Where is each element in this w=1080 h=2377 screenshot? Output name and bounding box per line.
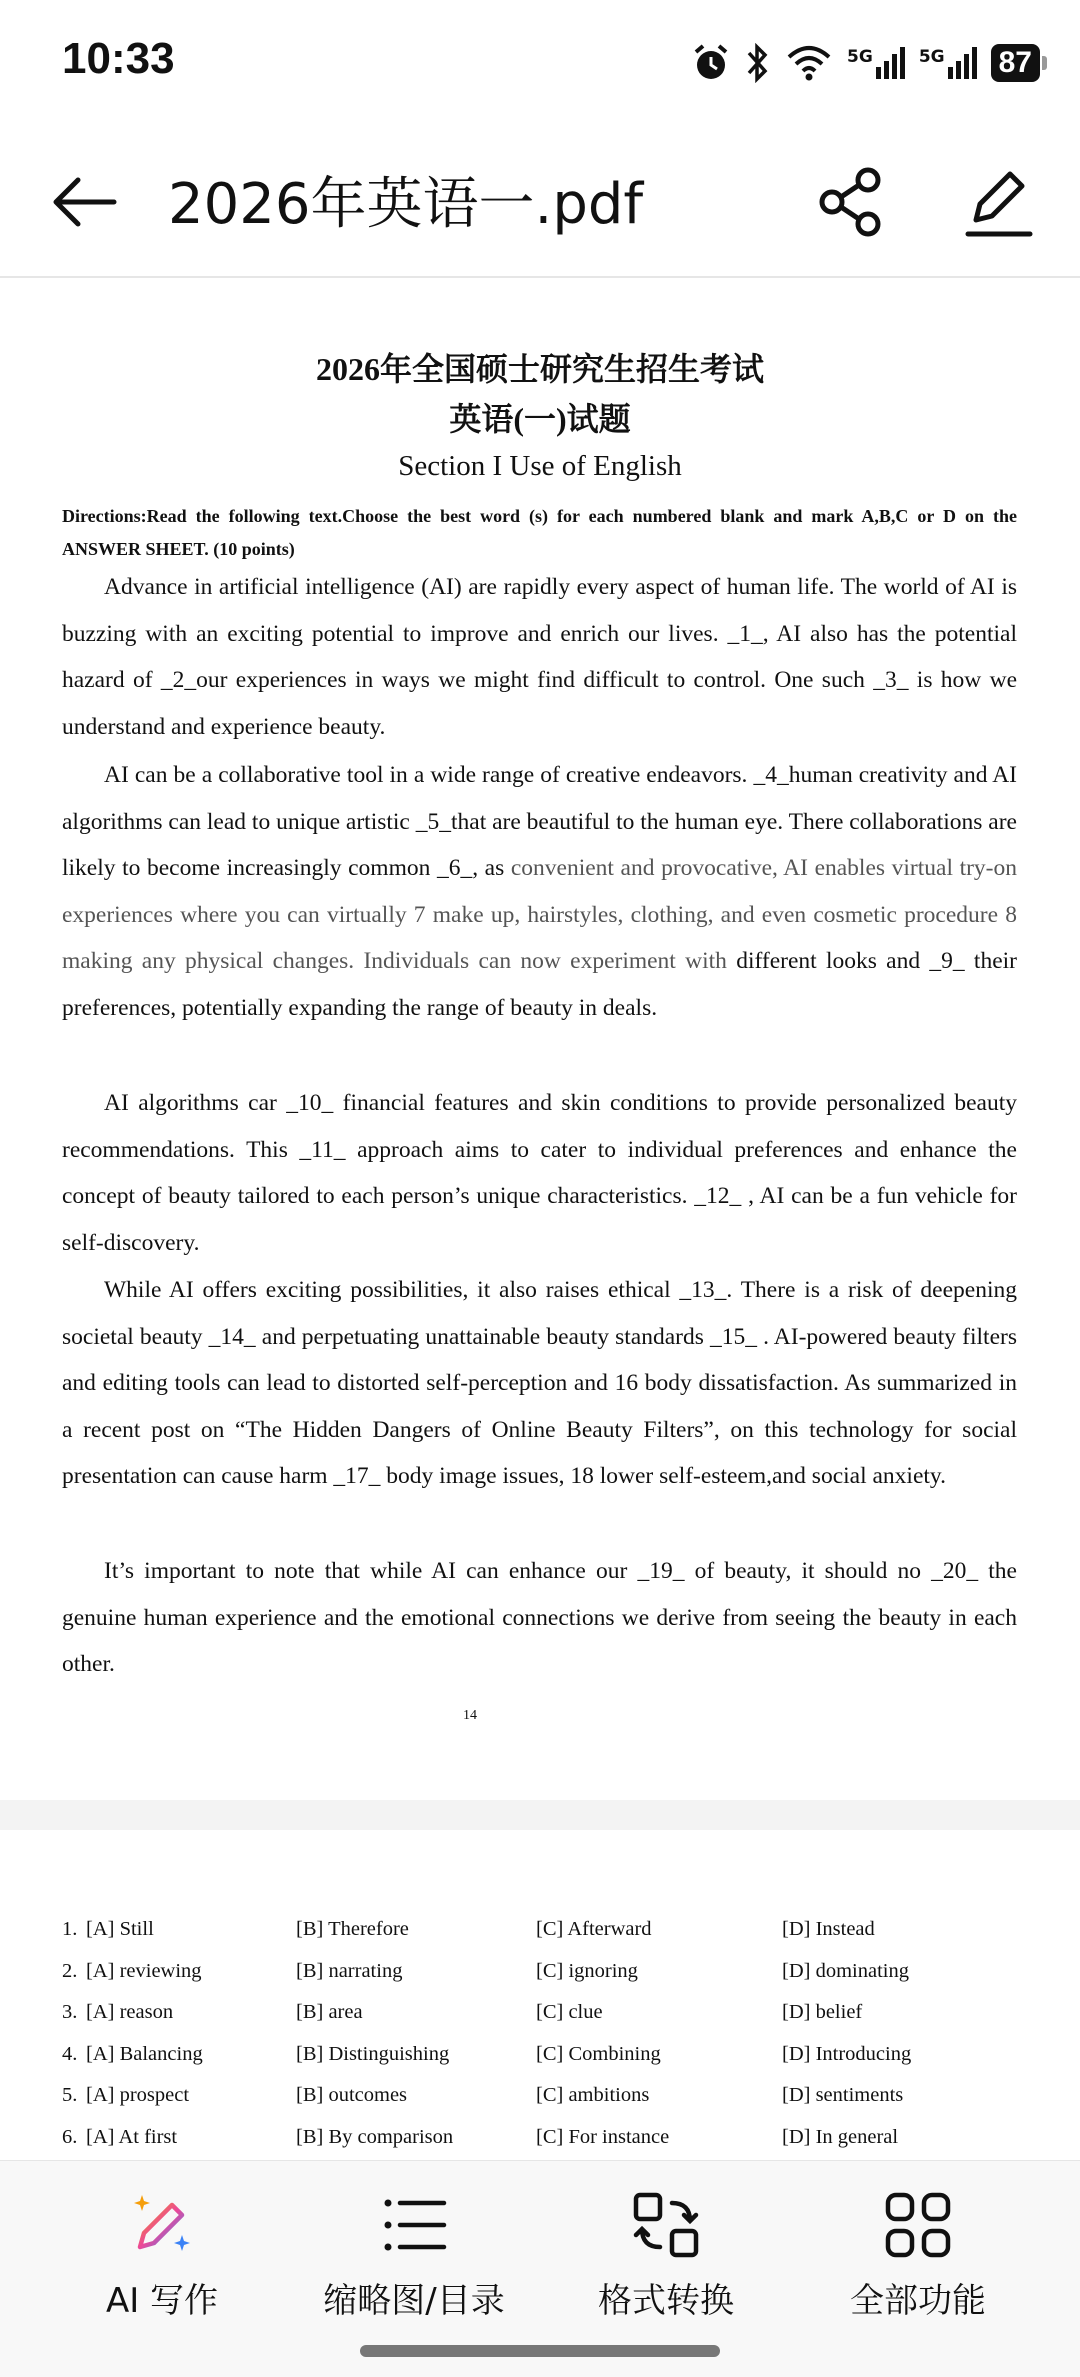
signal-icon-1: 5G [847,47,905,79]
pdf-page-next[interactable] [0,1830,1080,2160]
status-time: 10:33 [62,34,175,83]
thumbnails-label: 缩略图/目录 [323,2281,505,2321]
wifi-icon [785,43,833,83]
back-arrow-icon[interactable] [44,162,124,242]
edit-pencil-icon[interactable] [958,162,1038,242]
ai-write-button[interactable] [52,2189,272,2322]
paragraph-4: While AI offers exciting possibilities, it also raises ethical _13_. There is a risk of deepening societal beauty _14_ and perpetuating unattainable beauty standards _15_ . AI-powered beauty filters and editing tools can lead to distorted self-perception and 16 body dissatisfaction. As summarized in a recent post on “The Hidden Dangers of Online Beauty Filters”, on this technology for social presentation can cause harm _17_ body image issues, 18 lower self-esteem,and social anxiety. [62,1277,1017,1490]
paragraph-3: AI algorithms car _10_ financial features and skin conditions to provide personalized beauty recommendations. This _11_ approach aims to cater to individual preferences and enhance the concept of beauty tailored to each person’s unique characteristics. _12_ , AI can be a fun vehicle for self-discovery. [62,1090,1017,1256]
bluetooth-icon [745,43,771,83]
battery-icon: 87 [991,44,1040,82]
paragraph-2: AI can be a collaborative tool in a wide range of creative endeavors. _4_human creativity and AI algorithms can lead to unique artistic _5_that are beautiful to the human eye. There collaborations are likely to become increasingly common _6_, as convenient and provocative, AI enables virtual try-on experiences where you can virtually 7 make up, hairstyles, clothing, and even cosmetic procedure 8 making any physical changes. Individuals can now experiment with different looks and _9_ their preferences, potentially expanding the range of beauty in deals. [62,762,1017,1021]
format-convert-button[interactable] [556,2189,776,2322]
alarm-icon [691,43,731,83]
format-convert-label: 格式转换 [598,2281,734,2321]
all-features-label: 全部功能 [850,2281,986,2321]
option-row: 4. [A] Balancing [B] Distinguishing [C] Combining [D] Introducing [62,2043,912,2065]
page-separator [0,1800,1080,1830]
status-icons [691,38,1040,88]
signal-icon-2: 5G [919,47,977,79]
option-row: 2. [A] reviewing [B] narrating [C] ignoring [D] dominating [62,1960,909,1982]
thumbnails-button[interactable] [304,2189,524,2322]
exam-subtitle: 英语(一)试题 [449,401,631,437]
option-row: 3. [A] reason [B] area [C] clue [D] belief [62,2001,863,2023]
grid-icon [882,2189,954,2261]
all-features-button[interactable] [808,2189,1028,2322]
paragraph-1: Advance in artificial intelligence (AI) are rapidly every aspect of human life. The world of AI is buzzing with an exciting potential to improve and enrich our lives. _1_, AI also has the potential hazard of _2_our experiences in ways we might find difficult to control. One such _3_ is how we understand and experience beauty. [62,574,1017,740]
list-icon [378,2189,450,2261]
document-title: 2026年英语一.pdf [168,172,644,237]
home-indicator[interactable] [360,2345,720,2357]
status-bar [0,0,1080,120]
app-bar [0,120,1080,278]
option-row: 5. [A] prospect [B] outcomes [C] ambitions [D] sentiments [62,2084,904,2106]
share-icon[interactable] [812,162,892,242]
paragraph-5: It’s important to note that while AI can enhance our _19_ of beauty, it should no _20_ the genuine human experience and the emotional connections we derive from seeing the beauty in each other. [62,1558,1017,1678]
ai-pen-icon [126,2189,198,2261]
ai-write-label: AI 写作 [105,2281,219,2321]
convert-icon [630,2189,702,2261]
page-number: 14 [463,1708,477,1723]
option-row: 6. [A] At first [B] By comparison [C] For instance [D] In general [62,2126,899,2148]
exam-title: 2026年全国硕士研究生招生考试 [315,351,764,387]
pdf-page[interactable] [0,278,1080,1800]
option-row: 1. [A] Still [B] Therefore [C] Afterward [D] Instead [62,1918,875,1940]
section-heading: Section I Use of English [398,450,682,482]
directions-text: Directions:Read the following text.Choose the best word (s) for each numbered blank and mark A,B,C or D on the ANSWER SHEET. (10 points) [62,506,1017,559]
